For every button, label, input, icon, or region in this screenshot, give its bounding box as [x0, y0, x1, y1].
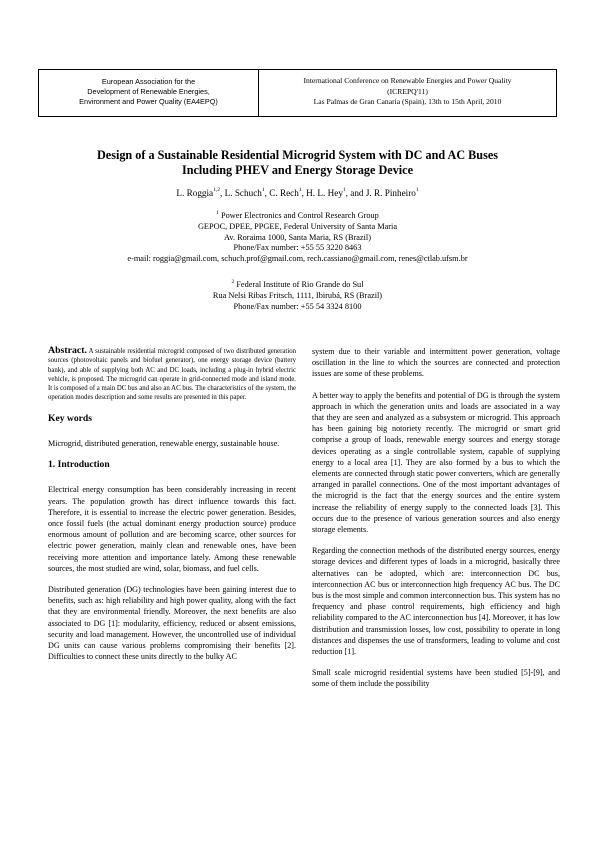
- author-name: H. L. Hey: [306, 188, 343, 198]
- conference-line: International Conference on Renewable Energies and Power Quality: [303, 76, 512, 85]
- paragraph: Small scale microgrid residential systems have been studied [5]-[9], and some of them include the possibility: [312, 668, 560, 689]
- association-line: European Association for the: [101, 77, 196, 86]
- right-column: [312, 346, 560, 700]
- author-name: C. Rech: [269, 188, 299, 198]
- affiliation-line: Phone/Fax number: +55 54 3324 8100: [233, 301, 362, 311]
- author-affiliation-mark: 1: [298, 187, 302, 193]
- paragraph: Electrical energy consumption has been considerably increasing in recent years. The population growth has direct influence towards this fact. Therefore, it is essential to increase the electric power generation. Besides, once fossil fuels (the actual dominant energy production source) produce enormous amount of pollution and are becoming scarce, other sources for electric power generation, mainly clean and renewable ones, have been receiving more attention and importance lately. Among these renewable sources, the most studied are wind, solar, biomass, and fuel cells.: [48, 485, 296, 573]
- affiliation-2: [30, 280, 565, 312]
- conference-line: Las Palmas de Gran Canaria (Spain), 13th to 15th April, 2010: [313, 97, 502, 106]
- author-affiliation-mark: 1,2: [213, 187, 221, 193]
- author-name: J. R. Pinheiro: [365, 188, 416, 198]
- conference-header-box: [38, 69, 557, 117]
- abstract-label: Abstract.: [48, 345, 87, 356]
- affiliation-mark: 2: [231, 279, 235, 285]
- title-line: Including PHEV and Energy Storage Device: [181, 163, 413, 177]
- affiliation-1: [30, 211, 565, 265]
- abstract: [48, 346, 296, 403]
- keywords-heading: Key words: [48, 412, 92, 424]
- author-affiliation-mark: 1: [415, 187, 419, 193]
- author-name: L. Schuch: [224, 188, 262, 198]
- affiliation-line: GEPOC, DPEE, PPGEE, Federal University of Santa Maria: [197, 221, 398, 231]
- affiliation-mark: 1: [216, 210, 219, 216]
- keywords-text: Microgrid, distributed generation, renewable energy, sustainable house.: [48, 438, 280, 448]
- conference-block: [259, 70, 556, 116]
- paragraph: system due to their variable and intermittent power generation, voltage oscillation in the line to which the sources are connected and protection issues are some of these problems.: [312, 347, 560, 379]
- conference-line: (ICREPQ'11): [387, 86, 428, 96]
- author-list: L. Roggia$^{1,2}$, L. Schuch$^1$, C. Rech$^1$, H. L. Hey$^1$, and J. R. Pinheiro$^1$: [176, 187, 419, 198]
- paper-title: [40, 148, 555, 178]
- affiliation-line: Phone/Fax number: +55 55 3220 8463: [233, 243, 362, 253]
- paragraph: A better way to apply the benefits and potential of DG is through the system approach in which the generation units and loads are associated in a way that they are seen and analyzed as a subsystem or microgrid. This approach has been gaining big notoriety recently. The microgrid or smart grid comprise a group of loads, renewable energy sources and energy storage devices operating as a single controllable system, capable of supplying energy to a local area [1]. They are also formed by a bus to which the elements are connected through static power converters, which are generally arranged in parallel connections. One of the most important advantages of the microgrid is the fact that the energy sources and the entire system increase the reliability of energy supply to the connected loads [3]. This occurs due to the presence of various generation sources and also energy storage elements.: [312, 390, 560, 535]
- left-column: [48, 346, 296, 672]
- paragraph: Distributed generation (DG) technologies have been gaining interest due to benefits, such as: high reliability and high power quality, along with the fact that they are environmental friendly. Moreover, the next benefits are also associated to DG [1]: modularity, efficiency, reduced or absent emissions, security and load management. However, the uncontrolled use of individual DG units can cause various problems compromising their benefits [2]. Difficulties to connect these units directly to the bulky AC: [48, 585, 296, 662]
- affiliation-line: Av. Roraima 1000, Santa Maria, RS (Brazil): [223, 232, 371, 242]
- author-name: L. Roggia: [176, 188, 214, 198]
- title-line: Design of a Sustainable Residential Microgrid System with DC and AC Buses: [97, 148, 498, 162]
- introduction-heading: 1. Introduction: [48, 459, 110, 471]
- association-block: [39, 70, 259, 116]
- author-affiliation-mark: 1: [261, 187, 265, 193]
- association-line: Development of Renewable Energies,: [87, 87, 210, 96]
- paragraph: Regarding the connection methods of the distributed energy sources, energy storage devices and different types of loads in a microgrid, basically three alternatives can be adopted, which are: interconnection DC bus, interconnection AC bus or interconnection high frequency AC bus. The DC bus is the most simple and common interconnection bus. This system has no frequency and phase control requirements, high efficiency and high reliability compared to the AC interconnection bus [4]. Moreover, it has low distribution and transmission losses, low cost, possibility to operate in long distances and dispenses the use of transformers, leading to volume and cost reduction [1].: [312, 546, 560, 657]
- abstract-text: A sustainable residential microgrid composed of two distributed generation sources (photovoltaic panels and biofuel generator), one energy storage device (battery bank), and able of supplying both AC and DC loads, including a plug-in hybrid electric vehicle, is proposed. The microgrid can operate in grid-connected mode and island mode. It is composed of a main DC bus and also an AC bus. The characteristics of the system, the operation modes description and some results are presented in this paper.: [48, 348, 296, 402]
- affiliation-email: e-mail: roggia@gmail.com, schuch.prof@gmail.com, rech.cassiano@gmail.com, renes@ctlab.ufsm.br: [127, 254, 468, 264]
- affiliation-line: Rua Nelsi Ribas Fritsch, 1111, Ibirubá, RS (Brazil): [212, 290, 383, 300]
- affiliation-name: Federal Institute of Rio Grande do Sul: [236, 280, 364, 289]
- affiliation-name: Power Electronics and Control Research Group: [221, 211, 379, 220]
- author-affiliation-mark: 1: [342, 187, 346, 193]
- association-line: Environment and Power Quality (EA4EPQ): [79, 97, 218, 106]
